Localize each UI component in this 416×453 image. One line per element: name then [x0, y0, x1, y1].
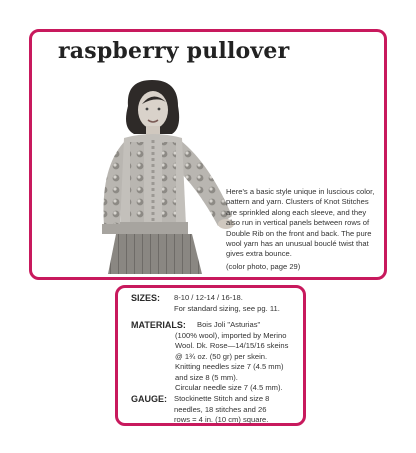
materials-line: Circular needle size 7 (4.5 mm). — [175, 383, 283, 392]
sizes-line: 8-10 / 12-14 / 16-18. — [174, 293, 243, 302]
gauge-line: Stockinette Stitch and size 8 — [174, 394, 270, 403]
materials-section — [131, 320, 301, 394]
gauge-label: GAUGE: — [131, 394, 167, 404]
materials-line: Wool. Dk. Rose—14/15/16 skeins — [175, 341, 289, 350]
materials-line: Knitting needles size 7 (4.5 mm) — [175, 362, 284, 371]
photo-reference: (color photo, page 29) — [226, 262, 301, 271]
pattern-description: Here's a basic style unique in luscious color, pattern and yarn. Clusters of Knot Stitches are sprinkled along each sleeve, and they also run in vertical panels between rows of Double Rib on the front and back. The pure wool yarn has an unusual bouclé twist that gives extra bounce. — [226, 187, 375, 259]
sizes-line: For standard sizing, see pg. 11. — [174, 303, 280, 313]
materials-line: @ 1¾ oz. (50 gr) per skein. — [175, 351, 268, 361]
pattern-title: raspberry pullover — [58, 38, 290, 64]
sizes-label: SIZES: — [131, 293, 161, 303]
gauge-line: rows = 4 in. (10 cm) square. — [174, 415, 269, 424]
sizes-section — [131, 293, 301, 314]
materials-line: (100% wool), imported by Merino — [175, 330, 287, 340]
gauge-section — [131, 394, 301, 426]
materials-line: and size 8 (5 mm). — [175, 372, 238, 382]
materials-line: Bois Joli "Asturias" — [197, 320, 261, 329]
materials-label: MATERIALS: — [131, 320, 186, 330]
gauge-line: needles, 18 stitches and 26 — [174, 404, 267, 414]
